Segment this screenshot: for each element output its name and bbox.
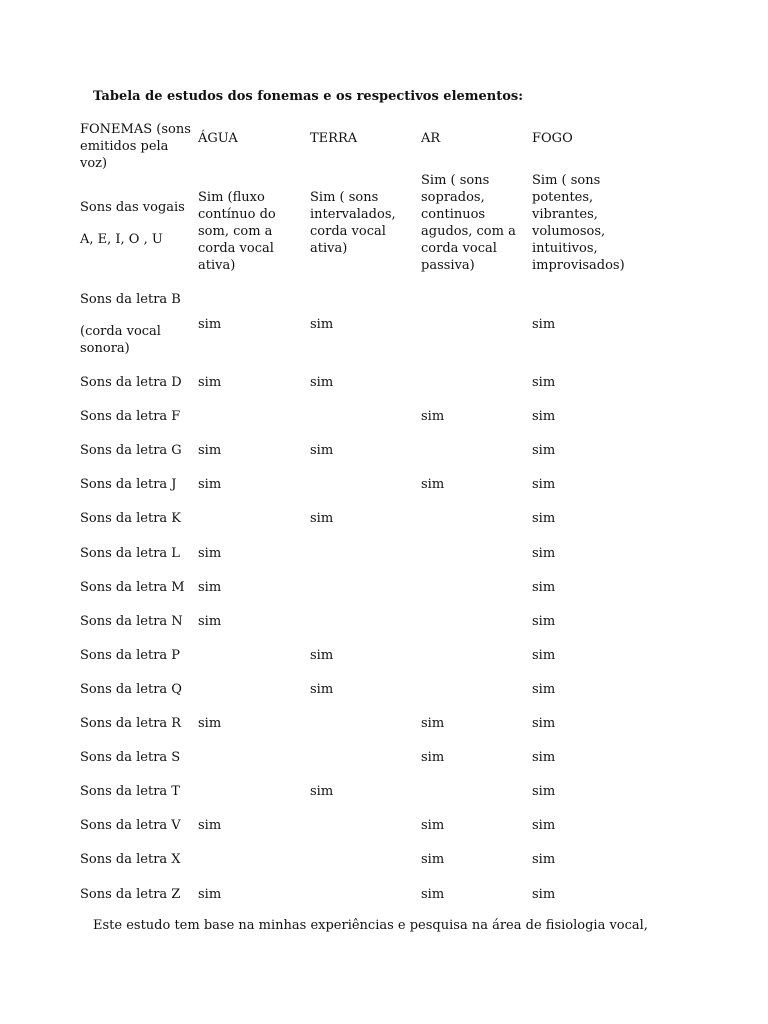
cell-agua: sim (198, 477, 222, 492)
cell-agua: sim (198, 716, 222, 731)
cell-ar: sim (421, 409, 445, 424)
cell-fogo: sim (532, 887, 556, 902)
row-b-agua: sim (198, 317, 222, 332)
row-label: Sons da letra L (80, 546, 180, 561)
cell-fogo: sim (532, 750, 556, 765)
cell-fogo: sim (532, 716, 556, 731)
cell-agua: sim (198, 818, 222, 833)
header-terra: TERRA (310, 131, 358, 146)
cell-agua: sim (198, 443, 222, 458)
row-label: Sons da letra X (80, 852, 181, 867)
cell-fogo: sim (532, 648, 556, 663)
header-ar: AR (421, 131, 441, 146)
row-label: Sons da letra D (80, 375, 182, 390)
cell-ar: sim (421, 852, 445, 867)
cell-terra: sim (310, 784, 334, 799)
cell-ar: sim (421, 818, 445, 833)
row-b-terra: sim (310, 317, 334, 332)
row-label: Sons da letra R (80, 716, 182, 731)
row-label: Sons da letra K (80, 511, 181, 526)
row-vogais-agua: Sim (fluxo contínuo do som, com a corda vocal ativa) (198, 190, 276, 273)
row-label: Sons da letra Z (80, 887, 181, 902)
cell-fogo: sim (532, 477, 556, 492)
cell-fogo: sim (532, 614, 556, 629)
row-label: Sons da letra M (80, 580, 185, 595)
table-title: Tabela de estudos dos fonemas e os respectivos elementos: (93, 89, 524, 104)
cell-fogo: sim (532, 409, 556, 424)
row-label: Sons da letra V (80, 818, 181, 833)
cell-agua: sim (198, 375, 222, 390)
row-vogais-ar: Sim ( sons soprados, continuos agudos, com a corda vocal passiva) (421, 173, 516, 273)
cell-fogo: sim (532, 546, 556, 561)
cell-terra: sim (310, 682, 334, 697)
row-b-note: (corda vocal sonora) (80, 324, 161, 356)
cell-fogo: sim (532, 784, 556, 799)
cell-fogo: sim (532, 580, 556, 595)
cell-fogo: sim (532, 818, 556, 833)
header-fogo: FOGO (532, 131, 573, 146)
row-vogais-letters: A, E, I, O , U (80, 232, 163, 247)
footer-text: Este estudo tem base na minhas experiências e pesquisa na área de fisiologia vocal, (93, 918, 648, 933)
cell-agua: sim (198, 614, 222, 629)
cell-agua: sim (198, 546, 222, 561)
row-vogais-fogo: Sim ( sons potentes, vibrantes, volumosos, intuitivos, improvisados) (532, 173, 625, 273)
cell-terra: sim (310, 443, 334, 458)
row-label: Sons da letra T (80, 784, 180, 799)
cell-fogo: sim (532, 511, 556, 526)
header-agua: ÁGUA (198, 131, 238, 146)
row-vogais-label: Sons das vogais (80, 200, 185, 215)
row-label: Sons da letra P (80, 648, 181, 663)
row-label: Sons da letra S (80, 750, 181, 765)
cell-fogo: sim (532, 375, 556, 390)
cell-agua: sim (198, 887, 222, 902)
cell-fogo: sim (532, 443, 556, 458)
row-b-fogo: sim (532, 317, 556, 332)
cell-ar: sim (421, 887, 445, 902)
header-fonemas: FONEMAS (sons emitidos pela voz) (80, 122, 191, 171)
cell-ar: sim (421, 477, 445, 492)
cell-ar: sim (421, 750, 445, 765)
cell-terra: sim (310, 648, 334, 663)
row-vogais-terra: Sim ( sons intervalados, corda vocal ativa) (310, 190, 396, 256)
cell-fogo: sim (532, 852, 556, 867)
cell-ar: sim (421, 716, 445, 731)
cell-terra: sim (310, 511, 334, 526)
row-label: Sons da letra Q (80, 682, 182, 697)
row-label: Sons da letra F (80, 409, 181, 424)
cell-agua: sim (198, 580, 222, 595)
cell-terra: sim (310, 375, 334, 390)
row-label: Sons da letra G (80, 443, 182, 458)
row-b-label: Sons da letra B (80, 292, 181, 307)
row-label: Sons da letra N (80, 614, 183, 629)
row-label: Sons da letra J (80, 477, 177, 492)
cell-fogo: sim (532, 682, 556, 697)
